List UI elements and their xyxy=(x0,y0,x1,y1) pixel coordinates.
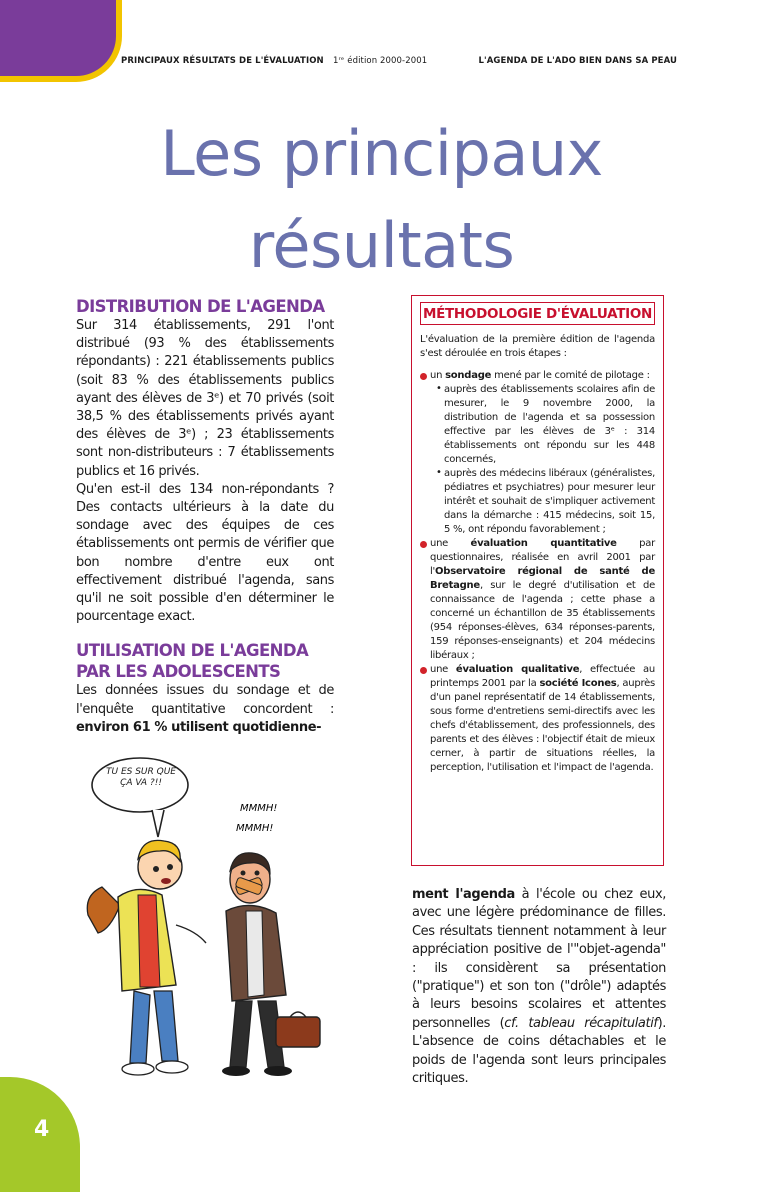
item1-bold: sondage xyxy=(445,370,492,381)
bullet-icon xyxy=(420,373,427,380)
item1-post: mené par le comité de pilotage : xyxy=(491,370,650,381)
item2-bold: évaluation quantitative xyxy=(470,538,617,549)
distribution-paragraph-1: Sur 314 établissements, 291 l'ont distribué (93 % des établissements répondants) : 221 établissements publics (soit 83 % des établissements publics ayant des élèves de 3ᵉ) et 70 privés (soit 38,5 % des établissements privés ayant des élèves de 3ᵉ) ; 23 établissements sont non-distributeurs : 7 établissements publics et 16 privés. xyxy=(76,318,334,479)
usage-paragraph xyxy=(76,682,334,737)
section-title-distribution: DISTRIBUTION DE L'AGENDA xyxy=(76,297,325,316)
continuation-bold: ment l'agenda xyxy=(412,887,515,902)
item2-bold2: Observatoire régional de santé de Bretagne xyxy=(430,566,655,591)
continuation-italic: cf. tableau récapitulatif xyxy=(504,1015,658,1031)
left-column xyxy=(76,296,334,737)
methodology-subitem-schools-text: auprès des établissements scolaires afin de mesurer, le 9 novembre 2000, la distribution de l'agenda et sa possession effective par les élèves de 3ᵉ : 314 établissements ont répondu sur les 448 concernés, xyxy=(444,384,655,465)
corner-decoration xyxy=(0,0,122,82)
item3-post: , auprès d'un panel représentatif de 14 établissements, sous forme d'entretiens semi-directifs avec les chefs d'établissement, des professionnels, des parents et des élèves : l'objectif était de mieux cerner, à partir de situations réelles, la perception, l'utilisation et l'impact de l'agenda. xyxy=(430,678,655,773)
item3-bold: évaluation qualitative xyxy=(455,664,580,675)
running-header-right: L'AGENDA DE L'ADO BIEN DANS SA PEAU xyxy=(478,56,677,66)
item1-pre: un xyxy=(430,370,446,381)
speech-text-mmmh-2: MMMH! xyxy=(236,823,274,834)
page-title-line1: Les principaux xyxy=(160,117,603,190)
methodology-item-survey xyxy=(420,369,655,537)
continuation-paragraph xyxy=(412,886,666,1088)
methodology-subitem-schools xyxy=(430,383,655,467)
item2-mid: par questionnaires, réalisée en avril 2001 par l' xyxy=(430,538,655,577)
methodology-item-qualitative-text xyxy=(430,663,655,775)
methodology-title: MÉTHODOLOGIE D'ÉVALUATION xyxy=(420,302,655,325)
usage-text: Les données issues du sondage et de l'enquête quantitative concordent : xyxy=(76,683,334,717)
man-figure xyxy=(222,853,320,1076)
sub-bullet-icon: • xyxy=(436,383,442,394)
cartoon-illustration xyxy=(80,755,342,1085)
methodology-box xyxy=(411,295,664,866)
right-column-continuation xyxy=(412,886,666,1088)
page-number: 4 xyxy=(34,1117,50,1142)
speech-text-mmmh-1: MMMH! xyxy=(240,803,278,814)
running-header-edition: 1ʳᵉ édition 2000-2001 xyxy=(333,56,428,66)
section-title-usage xyxy=(76,640,334,682)
page-title-line2: résultats xyxy=(248,209,515,282)
distribution-paragraph-2: Qu'en est-il des 134 non-répondants ? Des contacts ultérieurs à la date du sondage avec des équipes de ces établissements ont permis de vérifier que bon nombre d'entre eux ont effectivement distribué l'agenda, sans qu'il ne soit possible d'en déterminer le pourcentage exact. xyxy=(76,481,334,625)
methodology-subitem-doctors xyxy=(430,467,655,537)
item2-post: , sur le degré d'utilisation et de connaissance de l'agenda ; cette phase a concerné un échantillon de 35 établissements (954 réponses-élèves, 634 réponses-parents, 159 réponses-enseignants) et 204 médecins libéraux ; xyxy=(430,580,655,661)
item3-bold2: société Icones xyxy=(539,678,617,689)
methodology-item-qualitative xyxy=(420,663,655,775)
boy-figure xyxy=(87,840,206,1075)
speech-bubble-left-tail xyxy=(152,810,164,837)
item3-pre: une xyxy=(430,664,456,675)
section-title-usage-line1: UTILISATION DE L'AGENDA xyxy=(76,641,309,661)
speech-bubble-left-text: TU ES SÛR QUE ÇA VA ?!! xyxy=(106,767,176,788)
continuation-text-1: à l'école ou chez eux, avec une légère prédominance de filles. Ces résultats tiennent notamment à leur appréciation positive de l'"objet-agenda" : ils considèrent sa présentation ("pratique") et son ton ("drôle") adaptés à leurs besoins scolaires et attentes personnelles ( xyxy=(412,887,666,1031)
section-title-usage-line2: PAR LES ADOLESCENTS xyxy=(76,662,281,682)
item2-pre: une xyxy=(430,538,471,549)
bullet-icon xyxy=(420,667,427,674)
running-header-left: PRINCIPAUX RÉSULTATS DE L'ÉVALUATION xyxy=(121,56,324,66)
methodology-subitem-doctors-text: auprès des médecins libéraux (généralistes, pédiatres et psychiatres) pour mesurer leur intérêt et souhait de s'impliquer activement dans la démarche : 415 médecins, soit 15, 5 %, ont répondu favorablement ; xyxy=(444,468,655,535)
continuation-text-2: ). L'absence de coins détachables et le poids de l'agenda sont leurs principales critiques. xyxy=(412,1015,666,1087)
methodology-intro: L'évaluation de la première édition de l'agenda s'est déroulée en trois étapes : xyxy=(420,334,655,359)
methodology-item-quantitative-text xyxy=(430,537,655,663)
item3-mid: , effectuée au printemps 2001 par la xyxy=(430,664,655,689)
methodology-item-survey-text xyxy=(430,369,655,383)
page-title xyxy=(0,108,763,292)
bullet-icon xyxy=(420,541,427,548)
usage-text-bold: environ 61 % utilisent quotidienne- xyxy=(76,719,322,735)
sub-bullet-icon: • xyxy=(436,467,442,478)
methodology-item-quantitative xyxy=(420,537,655,663)
section-usage xyxy=(76,640,334,737)
